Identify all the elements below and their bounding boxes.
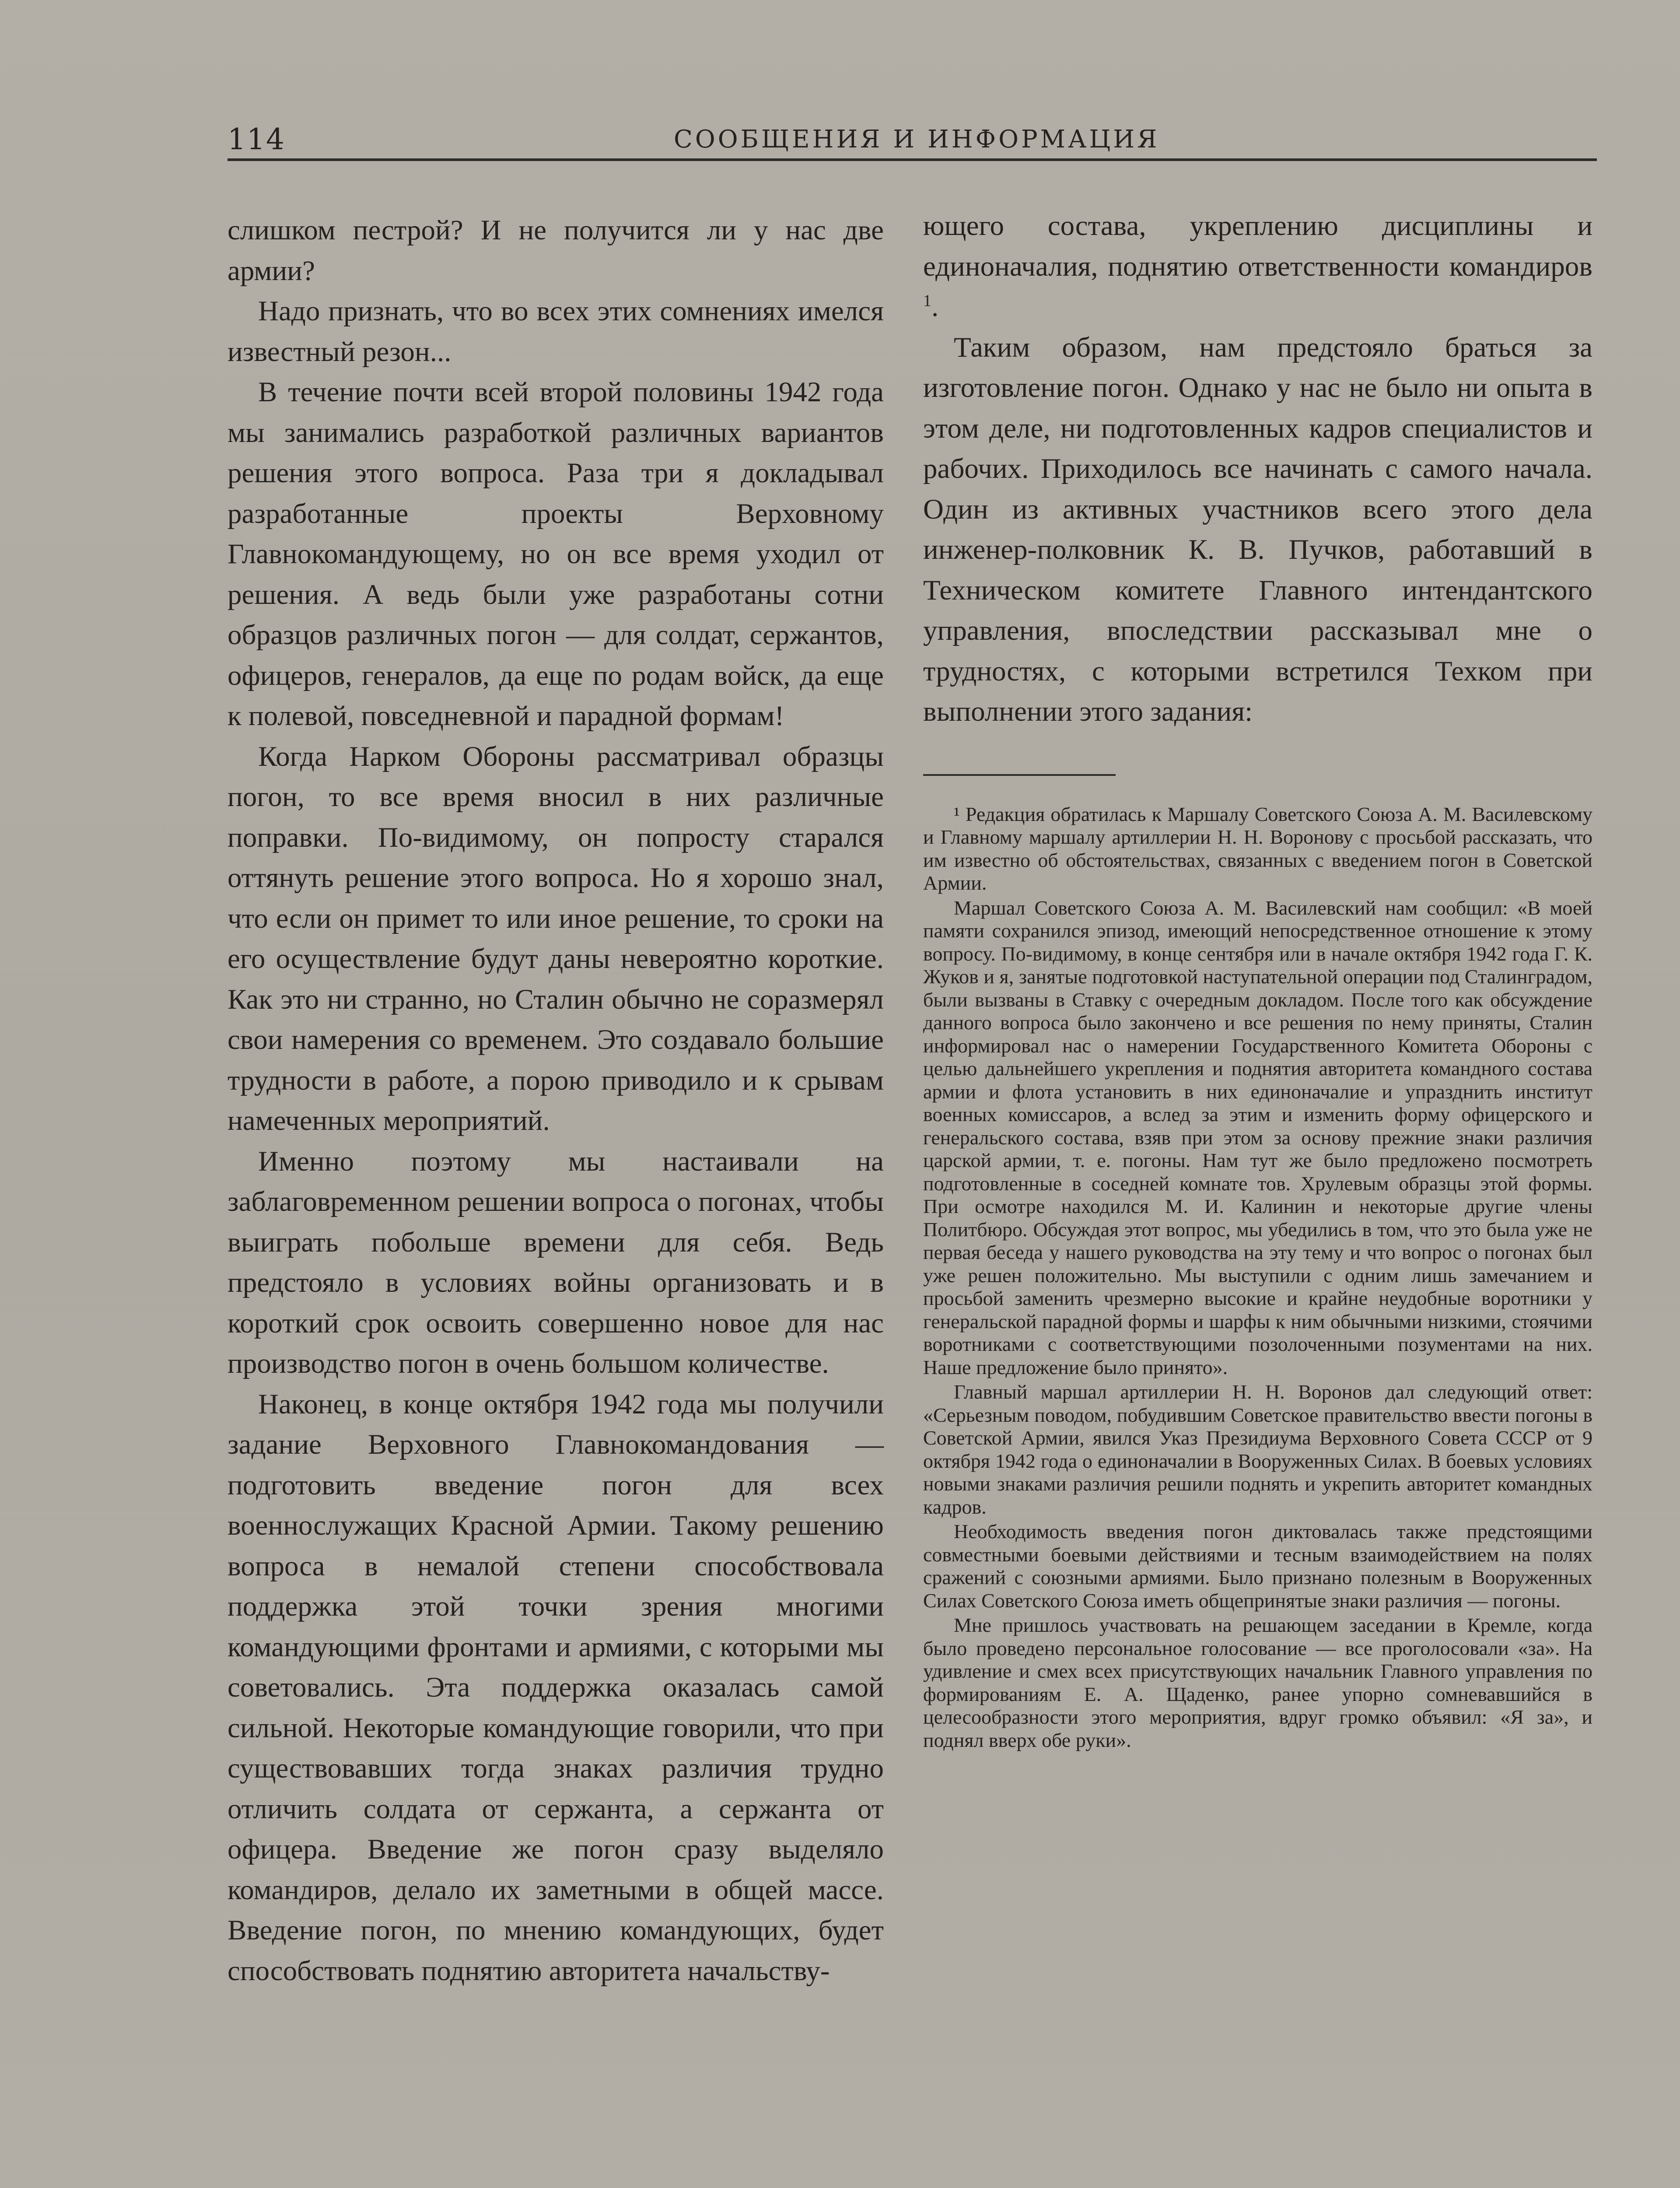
paragraph: Именно поэтому мы настаивали на заблаговременном решении вопроса о погонах, чтобы выиграть побольше времени для себя. Ведь предстояло в условиях войны организовать и в короткий срок освоить совершенно новое для нас производство погон в очень большом количестве. bbox=[228, 1145, 884, 1379]
page-number: 114 bbox=[228, 123, 285, 156]
running-head: СООБЩЕНИЯ И ИНФОРМАЦИЯ bbox=[674, 125, 1160, 154]
footnote-rule bbox=[923, 774, 1116, 776]
right-main-text bbox=[923, 206, 1592, 732]
paragraph: Наконец, в конце октября 1942 года мы получили задание Верховного Главнокомандования — подготовить введение погон для всех военнослужащих Красной Армии. Такому решению вопроса в немалой степени способствовала поддержка этой точки зрения многими командующими фронтами и армиями, с которыми мы советовались. Эта поддержка оказалась самой сильной. Некоторые командующие говорили, что при существовавших тогда знаках различия трудно отличить солдата от сержанта, а сержанта от офицера. Введение же погон сразу выделяло командиров, делало их заметными в общей массе. Введение погон, по мнению командующих, будет способствовать поднятию авторитета начальству- bbox=[228, 1388, 884, 1987]
paragraph: Таким образом, нам предстояло браться за изготовление погон. Однако у нас не было ни опыта в этом деле, ни подготовленных кадров специалистов и рабочих. Приходилось все начинать с самого начала. Один из активных участников всего этого дела инженер-полковник К. В. Пучков, работавший в Техническом комитете Главного интендантского управления, впоследствии рассказывал мне о трудностях, с которыми встретился Техком при выполнении этого задания: bbox=[923, 331, 1592, 727]
left-column bbox=[228, 210, 884, 1991]
footnote-paragraph: Мне пришлось участвовать на решающем заседании в Кремле, когда было проведено персональное голосование — все проголосовали «за». На удивление и смех всех присутствующих начальник Главного управления по формированиям Е. А. Щаденко, ранее упорно сомневавшийся в целесообразности этого мероприятия, вдруг громко объявил: «Я за», и поднял вверх обе руки». bbox=[923, 1614, 1592, 1751]
footnote-mark: 1 bbox=[923, 291, 931, 310]
footnote-paragraph: ¹ Редакция обратилась к Маршалу Советского Союза А. М. Василевскому и Главному маршалу артиллерии Н. Н. Воронову с просьбой рассказать, что им известно об обстоятельствах, связанных с введением погон в Советской Армии. bbox=[923, 803, 1592, 894]
paragraph: В течение почти всей второй половины 1942 года мы занимались разработкой различных вариантов решения этого вопроса. Раза три я докладывал разработанные проекты Верховному Главнокомандующему, но он все время уходил от решения. А ведь были уже разработаны сотни образцов различных погон — для солдат, сержантов, офицеров, генералов, да еще по родам войск, да еще к полевой, повседневной и парадной формам! bbox=[228, 376, 884, 732]
paragraph-continuation: ющего состава, укреплению дисциплины и единоначалия, поднятию ответственности командиров $^1$. bbox=[923, 210, 1592, 323]
right-column bbox=[923, 206, 1592, 1752]
paragraph: Надо признать, что во всех этих сомнениях имелся известный резон... bbox=[228, 295, 884, 368]
footnotes bbox=[923, 803, 1592, 1752]
footnote-paragraph: Маршал Советского Союза А. М. Василевский нам сообщил: «В моей памяти сохранился эпизод, имеющий непосредственное отношение к этому вопросу. По-видимому, в конце сентября или в начале октября 1942 года Г. К. Жуков и я, занятые подготовкой наступательной операции под Сталинградом, были вызваны в Ставку с очередным докладом. После того как обсуждение данного вопроса было закончено и все решения по нему приняты, Сталин информировал нас о намерении Государственного Комитета Обороны с целью дальнейшего укрепления и поднятия авторитета командного состава армии и флота установить в них единоначалие и упразднить институт военных комиссаров, а вслед за этим и изменить форму офицерского и генеральского состава, взяв при этом за основу прежние знаки различия царской армии, т. е. погоны. Нам тут же было предложено посмотреть подготовленные в соседней комнате тов. Хрулевым образцы этой формы. При осмотре находился М. И. Калинин и некоторые другие члены Политбюро. Обсуждая этот вопрос, мы убедились в том, что это была уже не первая беседа у нашего руководства на эту тему и что вопрос о погонах был уже решен положительно. Мы выступили с одним лишь замечанием и просьбой заменить чрезмерно высокие и крайне неудобные воротники у генеральской парадной формы и шарфы к ним обычными низкими, стоячими воротниками с соответствующими позолоченными позументами на них. Наше предложение было принято». bbox=[923, 896, 1592, 1378]
continuation-text: ющего состава, укреплению дисциплины и единоначалия, поднятию ответственности командиров bbox=[923, 210, 1592, 282]
paragraph: слишком пестрой? И не получится ли у нас две армии? bbox=[228, 214, 884, 287]
header-rule bbox=[228, 158, 1597, 161]
footnote-paragraph: Необходимость введения погон диктовалась также предстоящими совместными боевыми действиями и тесным взаимодействием на полях сражений с союзными армиями. Было признано полезным в Вооруженных Силах Советского Союза иметь общепринятые знаки различия — погоны. bbox=[923, 1520, 1592, 1612]
paragraph: Когда Нарком Обороны рассматривал образцы погон, то все время вносил в них различные поправки. По-видимому, он попросту старался оттянуть решение этого вопроса. Но я хорошо знал, что если он примет то или иное решение, то сроки на его осуществление будут даны невероятно короткие. Как это ни странно, но Сталин обычно не соразмерял свои намерения со временем. Это создавало большие трудности в работе, а порою приводило и к срывам намеченных мероприятий. bbox=[228, 740, 884, 1136]
footnote-paragraph: Главный маршал артиллерии Н. Н. Воронов дал следующий ответ: «Серьезным поводом, побудившим Советское правительство ввести погоны в Советской Армии, явился Указ Президиума Верховного Совета СССР от 9 октября 1942 года о единоначалии в Вооруженных Силах. В боевых условиях новыми знаками различия решили поднять и укрепить авторитет командных кадров. bbox=[923, 1381, 1592, 1518]
